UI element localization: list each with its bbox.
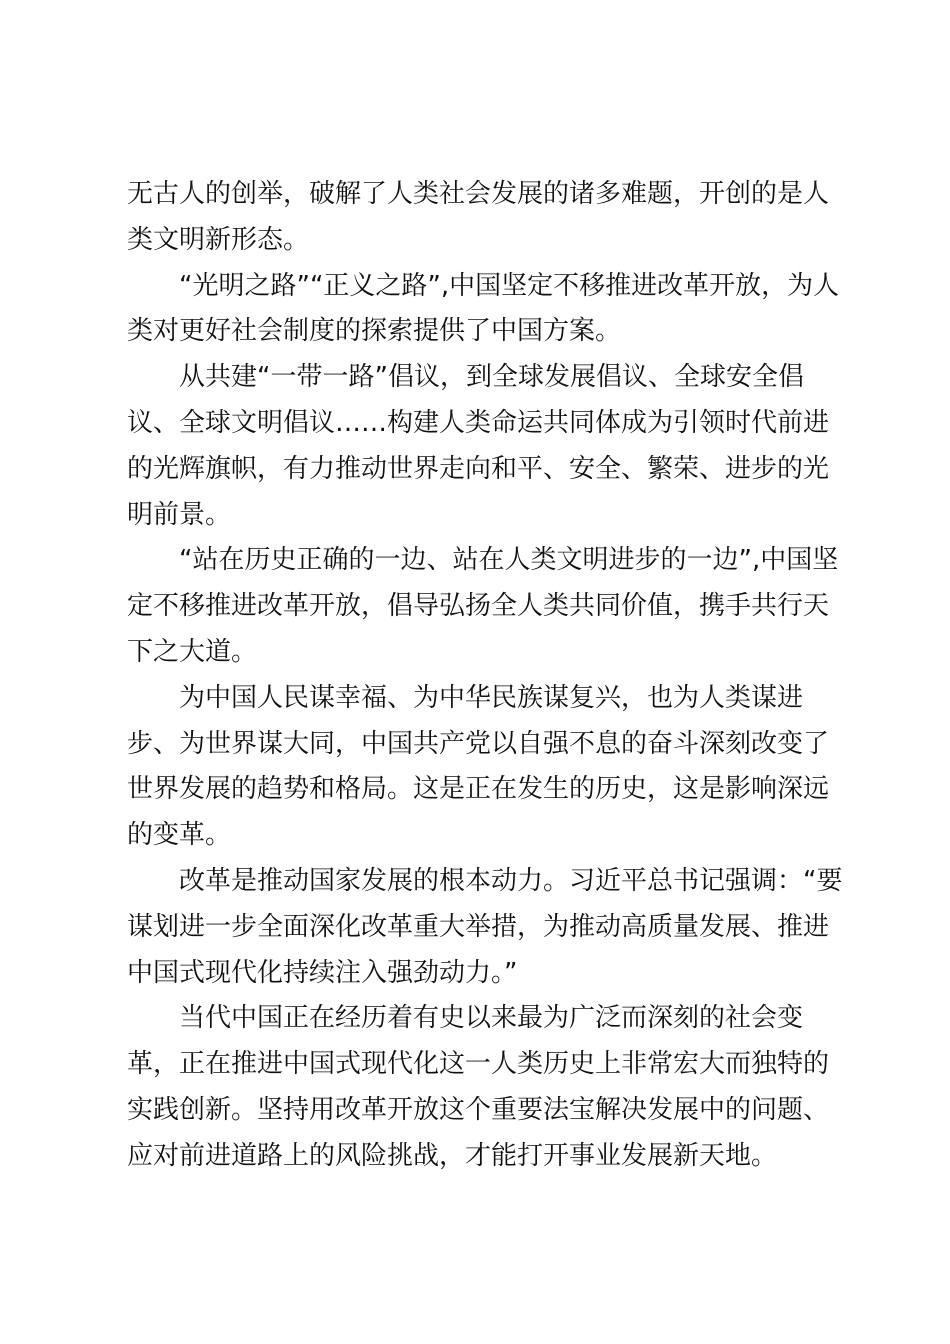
paragraph-line: 的光辉旗帜，有力推动世界走向和平、安全、繁荣、进步的光	[127, 453, 830, 484]
paragraph-line: “站在历史正确的一边、站在人类文明进步的一边”,中国坚	[179, 545, 839, 576]
paragraph-line: 议、全球文明倡议……构建人类命运共同体成为引领时代前进	[127, 407, 830, 438]
paragraph-2	[127, 264, 840, 356]
paragraph-line: 无古人的创举，破解了人类社会发展的诸多难题，开创的是人	[127, 179, 830, 209]
paragraph-line: 定不移推进改革开放，倡导弘扬全人类共同价值，携手共行天	[127, 591, 830, 622]
paragraph-line: 明前景。	[127, 499, 232, 530]
paragraph-line: 的变革。	[127, 820, 232, 851]
paragraph-3	[127, 355, 830, 538]
paragraph-line: 为中国人民谋幸福、为中华民族谋复兴，也为人类谋进	[179, 682, 804, 713]
paragraph-line: 谋划进一步全面深化改革重大举措，为推动高质量发展、推进	[127, 911, 830, 942]
paragraph-line: 下之大道。	[127, 636, 258, 667]
paragraph-line: 世界发展的趋势和格局。这是正在发生的历史，这是影响深远	[127, 774, 830, 805]
paragraph-line: 应对前进道路上的风险挑战，才能打开事业发展新天地。	[127, 1140, 778, 1171]
document-body	[127, 172, 843, 1180]
paragraph-line: 步、为世界谋大同，中国共产党以自强不息的奋斗深刻改变了	[127, 728, 830, 759]
paragraph-4	[127, 538, 839, 675]
paragraph-line: 实践创新。坚持用改革开放这个重要法宝解决发展中的问题、	[127, 1094, 830, 1125]
paragraph-line: 类文明新形态。	[127, 224, 310, 255]
paragraph-line: 当代中国正在经历着有史以来最为广泛而深刻的社会变	[179, 1003, 804, 1034]
paragraph-line: 中国式现代化持续注入强劲动力。”	[127, 957, 518, 988]
paragraph-1	[127, 172, 830, 264]
paragraph-line: “光明之路”“正义之路”,中国坚定不移推进改革开放，为人	[179, 270, 840, 301]
paragraph-line: 革，正在推进中国式现代化这一人类历史上非常宏大而独特的	[127, 1049, 830, 1080]
paragraph-5	[127, 676, 830, 859]
paragraph-line: 改革是推动国家发展的根本动力。习近平总书记强调：“要	[179, 865, 843, 896]
paragraph-line: 类对更好社会制度的探索提供了中国方案。	[127, 316, 622, 347]
paragraph-line: 从共建“一带一路”倡议，到全球发展倡议、全球安全倡	[179, 362, 804, 393]
paragraph-6	[127, 859, 843, 996]
paragraph-7	[127, 996, 830, 1179]
